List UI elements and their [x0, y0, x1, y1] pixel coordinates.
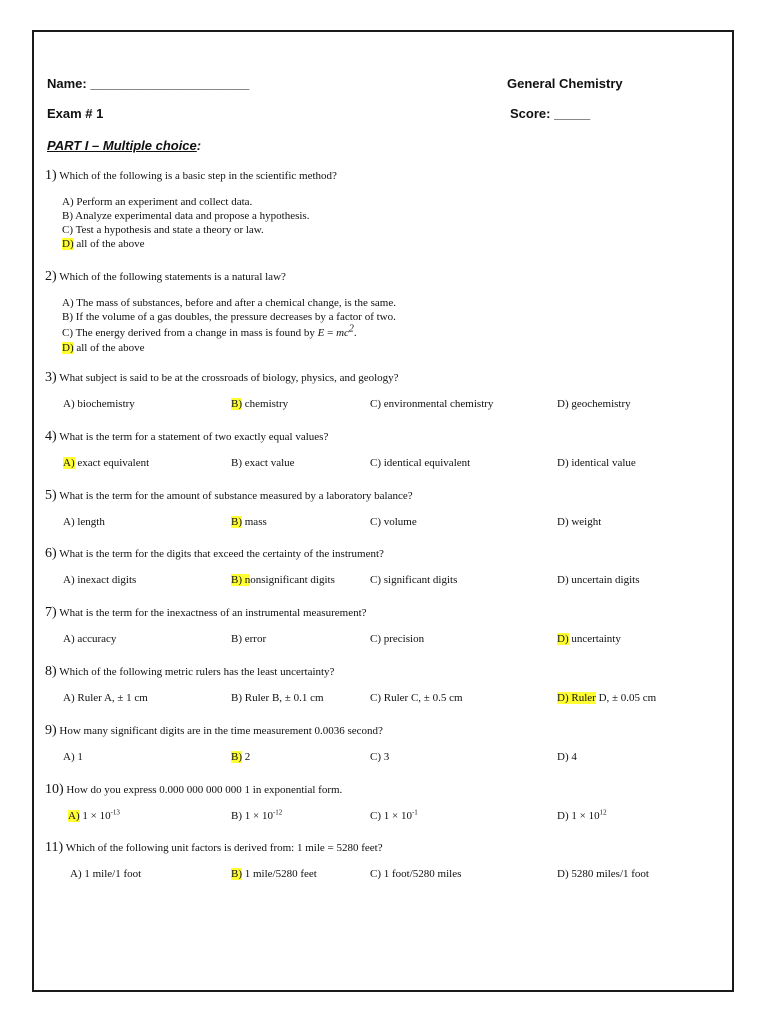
- q11-option-d[interactable]: D) 5280 miles/1 foot: [557, 868, 649, 880]
- question-number: 6): [45, 546, 57, 561]
- q5-option-b[interactable]: B) mass: [231, 516, 267, 528]
- q10-option-c[interactable]: C) $1 \times 10^{-1}$: [370, 808, 418, 822]
- question-text: Which of the following statements is a natural law?: [59, 271, 286, 283]
- q9-option-a[interactable]: A) 1: [63, 751, 83, 763]
- q7-option-c[interactable]: C) precision: [370, 633, 425, 645]
- q4-option-d[interactable]: D) identical value: [557, 457, 636, 469]
- q6-option-b[interactable]: B) nonsignificant digits: [231, 574, 335, 586]
- answer-highlight: D) Ruler: [557, 692, 596, 704]
- q2-option-a[interactable]: A) The mass of substances, before and after a chemical change, is the same.: [62, 297, 396, 309]
- q8-option-b[interactable]: B) Ruler B, ± 0.1 cm: [231, 692, 324, 704]
- q4-option-a[interactable]: A) exact equivalent: [63, 457, 150, 469]
- q7-option-a[interactable]: A) accuracy: [63, 633, 117, 645]
- q11-option-c[interactable]: C) 1 foot/5280 miles: [370, 868, 462, 880]
- q11-option-a[interactable]: A) 1 mile/1 foot: [70, 868, 142, 880]
- course-title: General Chemistry: [507, 76, 623, 91]
- q10-option-d[interactable]: D) $1 \times 10^{12}$: [557, 808, 607, 822]
- question-text: Which of the following unit factors is derived from: 1 mile = 5280 feet?: [65, 842, 383, 854]
- q3-option-b[interactable]: B) chemistry: [231, 398, 289, 410]
- q8-option-d[interactable]: D) Ruler D, ± 0.05 cm: [557, 692, 657, 704]
- part-suffix: :: [196, 138, 202, 153]
- q6-option-c[interactable]: C) significant digits: [370, 574, 458, 586]
- question-text: What is the term for a statement of two exactly equal values?: [59, 431, 329, 443]
- answer-highlight: B): [231, 751, 242, 763]
- q5-option-d[interactable]: D) weight: [557, 516, 602, 528]
- q4-option-c[interactable]: C) identical equivalent: [370, 457, 471, 469]
- question-number: 5): [45, 488, 57, 503]
- question-number: 8): [45, 664, 57, 679]
- question-10: [45, 782, 342, 798]
- formula-e: E: [317, 327, 325, 339]
- answer-highlight: D): [62, 342, 74, 354]
- q1-option-a[interactable]: A) Perform an experiment and collect data.: [62, 196, 253, 208]
- question-number: 11): [45, 840, 64, 855]
- answer-highlight: B): [231, 398, 242, 410]
- question-2: [45, 269, 286, 285]
- q1-option-c[interactable]: C) Test a hypothesis and state a theory or law.: [62, 224, 264, 236]
- q4-option-b[interactable]: B) exact value: [231, 457, 295, 469]
- q6-option-a[interactable]: A) inexact digits: [63, 574, 137, 586]
- question-3: [45, 370, 399, 386]
- part-title: PART I – Multiple choice: [47, 138, 197, 153]
- question-text: What is the term for the amount of substance measured by a laboratory balance?: [59, 490, 413, 502]
- q1-option-d[interactable]: D) all of the above: [62, 238, 145, 250]
- question-9: [45, 723, 383, 739]
- question-text: How do you express 0.000 000 000 000 1 in exponential form.: [66, 784, 343, 796]
- question-number: 4): [45, 429, 57, 444]
- question-text: Which of the following metric rulers has the least uncertainty?: [59, 666, 335, 678]
- q2-option-d[interactable]: D) all of the above: [62, 342, 145, 354]
- exam-title: Exam # 1: [47, 106, 104, 121]
- question-text: What is the term for the inexactness of an instrumental measurement?: [59, 607, 367, 619]
- answer-highlight: D): [62, 238, 74, 250]
- question-text: What subject is said to be at the crossroads of biology, physics, and geology?: [59, 372, 399, 384]
- question-number: 1): [45, 168, 57, 183]
- question-4: [45, 429, 328, 445]
- q1-option-b[interactable]: B) Analyze experimental data and propose a hypothesis.: [62, 210, 310, 222]
- q3-option-a[interactable]: A) biochemistry: [63, 398, 135, 410]
- answer-highlight: D): [557, 633, 569, 645]
- q3-option-d[interactable]: D) geochemistry: [557, 398, 631, 410]
- q11-option-b[interactable]: B) 1 mile/5280 feet: [231, 868, 317, 880]
- formula-mc: mc: [336, 327, 349, 339]
- q8-option-a[interactable]: A) Ruler A, ± 1 cm: [63, 692, 148, 704]
- q10-option-a[interactable]: A) $1 \times 10^{-13}$: [68, 808, 120, 822]
- score-field-label: Score: _____: [510, 106, 591, 121]
- question-7: [45, 605, 367, 621]
- q7-option-d[interactable]: D) uncertainty: [557, 633, 621, 645]
- question-1: [45, 168, 337, 184]
- answer-highlight: B): [231, 516, 242, 528]
- question-number: 3): [45, 370, 57, 385]
- q2-option-b[interactable]: B) If the volume of a gas doubles, the pressure decreases by a factor of two.: [62, 311, 396, 323]
- q2-option-c[interactable]: C) The energy derived from a change in mass is found by E = mc2.: [62, 323, 357, 339]
- q3-option-c[interactable]: C) environmental chemistry: [370, 398, 494, 410]
- question-number: 10): [45, 782, 64, 797]
- answer-highlight: B): [231, 868, 242, 880]
- answer-highlight: A): [68, 810, 80, 822]
- question-8: [45, 664, 334, 680]
- q9-option-b[interactable]: B) 2: [231, 751, 251, 763]
- part-heading: [47, 138, 201, 153]
- question-text: Which of the following is a basic step in the scientific method?: [59, 170, 337, 182]
- q10-option-b[interactable]: B) $1 \times 10^{-12}$: [231, 808, 283, 822]
- question-text: How many significant digits are in the time measurement 0.0036 second?: [59, 725, 383, 737]
- question-5: [45, 488, 413, 504]
- question-number: 2): [45, 269, 57, 284]
- q7-option-b[interactable]: B) error: [231, 633, 267, 645]
- question-number: 9): [45, 723, 57, 738]
- answer-highlight: A): [63, 457, 75, 469]
- q6-option-d[interactable]: D) uncertain digits: [557, 574, 640, 586]
- question-number: 7): [45, 605, 57, 620]
- answer-highlight: B) n: [231, 574, 251, 586]
- question-6: [45, 546, 384, 562]
- question-text: What is the term for the digits that exceed the certainty of the instrument?: [59, 548, 384, 560]
- name-field-label: Name: ______________________: [47, 76, 250, 91]
- question-11: [45, 840, 383, 856]
- q8-option-c[interactable]: C) Ruler C, ± 0.5 cm: [370, 692, 463, 704]
- q5-option-c[interactable]: C) volume: [370, 516, 417, 528]
- q9-option-c[interactable]: C) 3: [370, 751, 390, 763]
- q5-option-a[interactable]: A) length: [63, 516, 105, 528]
- q9-option-d[interactable]: D) 4: [557, 751, 577, 763]
